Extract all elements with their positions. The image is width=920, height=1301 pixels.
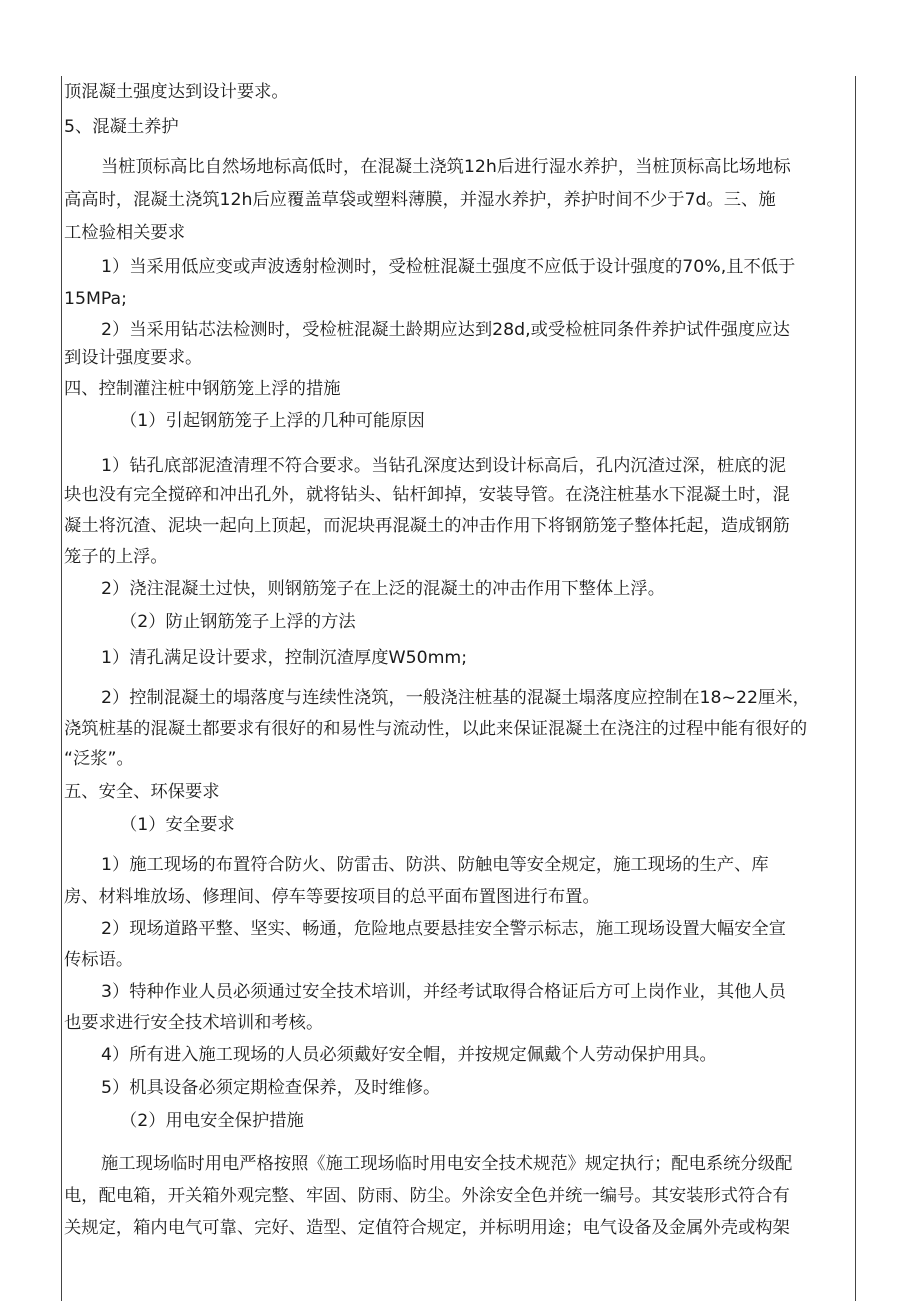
paragraph-line: 1）施工现场的布置符合防火、防雷击、防洪、防触电等安全规定，施工现场的生产、库 (101, 855, 769, 875)
paragraph-line: 当桩顶标高比自然场地标高低时，在混凝土浇筑12h后进行湿水养护，当桩顶标高比场地标 (101, 157, 791, 177)
paragraph-line: 凝土将沉渣、泥块一起向上顶起，而泥块再混凝土的冲击作用下将钢筋笼子整体托起，造成钢筋 (64, 516, 790, 536)
subsection-heading: （1）安全要求 (120, 815, 235, 835)
paragraph-line: 2）现场道路平整、坚实、畅通，危险地点要悬挂安全警示标志，施工现场设置大幅安全宣 (101, 919, 786, 939)
paragraph-line: 5）机具设备必须定期检查保养，及时维修。 (101, 1078, 441, 1098)
paragraph-line: 关规定，箱内电气可靠、完好、造型、定值符合规定，并标明用途；电气设备及金属外壳或构架 (64, 1218, 790, 1238)
paragraph-line: 15MPa; (64, 289, 127, 309)
paragraph-line: 传标语。 (64, 950, 134, 970)
paragraph-line: 也要求进行安全技术培训和考核。 (64, 1013, 324, 1033)
paragraph-line: 2）浇注混凝土过快，则钢筋笼子在上泛的混凝土的冲击作用下整体上浮。 (101, 579, 665, 599)
subsection-heading: （2）用电安全保护措施 (120, 1111, 304, 1131)
paragraph-line: 2）控制混凝土的塌落度与连续性浇筑，一般浇注桩基的混凝土塌落度应控制在18~22厘米， (101, 688, 810, 708)
section-heading-cage-float: 四、控制灌注桩中钢筋笼上浮的措施 (64, 379, 341, 399)
paragraph-line: 4）所有进入施工现场的人员必须戴好安全帽，并按规定佩戴个人劳动保护用具。 (101, 1045, 717, 1065)
paragraph-line: 1）清孔满足设计要求，控制沉渣厚度W50mm; (101, 648, 468, 668)
paragraph-line: 浇筑桩基的混凝土都要求有很好的和易性与流动性，以此来保证混凝土在浇注的过程中能有很好的 (64, 719, 808, 739)
paragraph-line: 笼子的上浮。 (64, 547, 168, 567)
paragraph-line: 3）特种作业人员必须通过安全技术培训，并经考试取得合格证后方可上岗作业，其他人员 (101, 982, 786, 1002)
paragraph-line: 高高时，混凝土浇筑12h后应覆盖草袋或塑料薄膜，并湿水养护，养护时间不少于7d。三、施 (64, 190, 776, 210)
paragraph-line: 电，配电箱，开关箱外观完整、牢固、防雨、防尘。外涂安全色并统一编号。其安装形式符合有 (64, 1186, 790, 1206)
paragraph-line: 块也没有完全搅碎和冲出孔外，就将钻头、钻杆卸掉，安装导管。在浇注桩基水下混凝土时，混 (64, 485, 790, 505)
subsection-heading: （2）防止钢筋笼子上浮的方法 (120, 612, 356, 632)
paragraph-line: 工检验相关要求 (64, 223, 185, 243)
paragraph-line: 2）当采用钻芯法检测时，受检桩混凝土龄期应达到28d,或受检桩同条件养护试件强度应达 (101, 320, 790, 340)
text-line-continuation: 顶混凝土强度达到设计要求。 (64, 82, 289, 102)
paragraph-line: 1）钻孔底部泥渣清理不符合要求。当钻孔深度达到设计标高后，孔内沉渣过深，桩底的泥 (101, 456, 786, 476)
paragraph-line: 施工现场临时用电严格按照《施工现场临时用电安全技术规范》规定执行；配电系统分级配 (101, 1154, 793, 1174)
paragraph-line: 房、材料堆放场、修理间、停车等要按项目的总平面布置图进行布置。 (64, 887, 600, 907)
section-heading-curing: 5、混凝土养护 (64, 117, 179, 137)
section-heading-safety: 五、安全、环保要求 (64, 782, 220, 802)
paragraph-line: “泛浆”。 (64, 749, 134, 769)
paragraph-line: 到设计强度要求。 (64, 348, 203, 368)
subsection-heading: （1）引起钢筋笼子上浮的几种可能原因 (120, 411, 425, 431)
paragraph-line: 1）当采用低应变或声波透射检测时，受检桩混凝土强度不应低于设计强度的70%,且不低于 (101, 257, 796, 277)
